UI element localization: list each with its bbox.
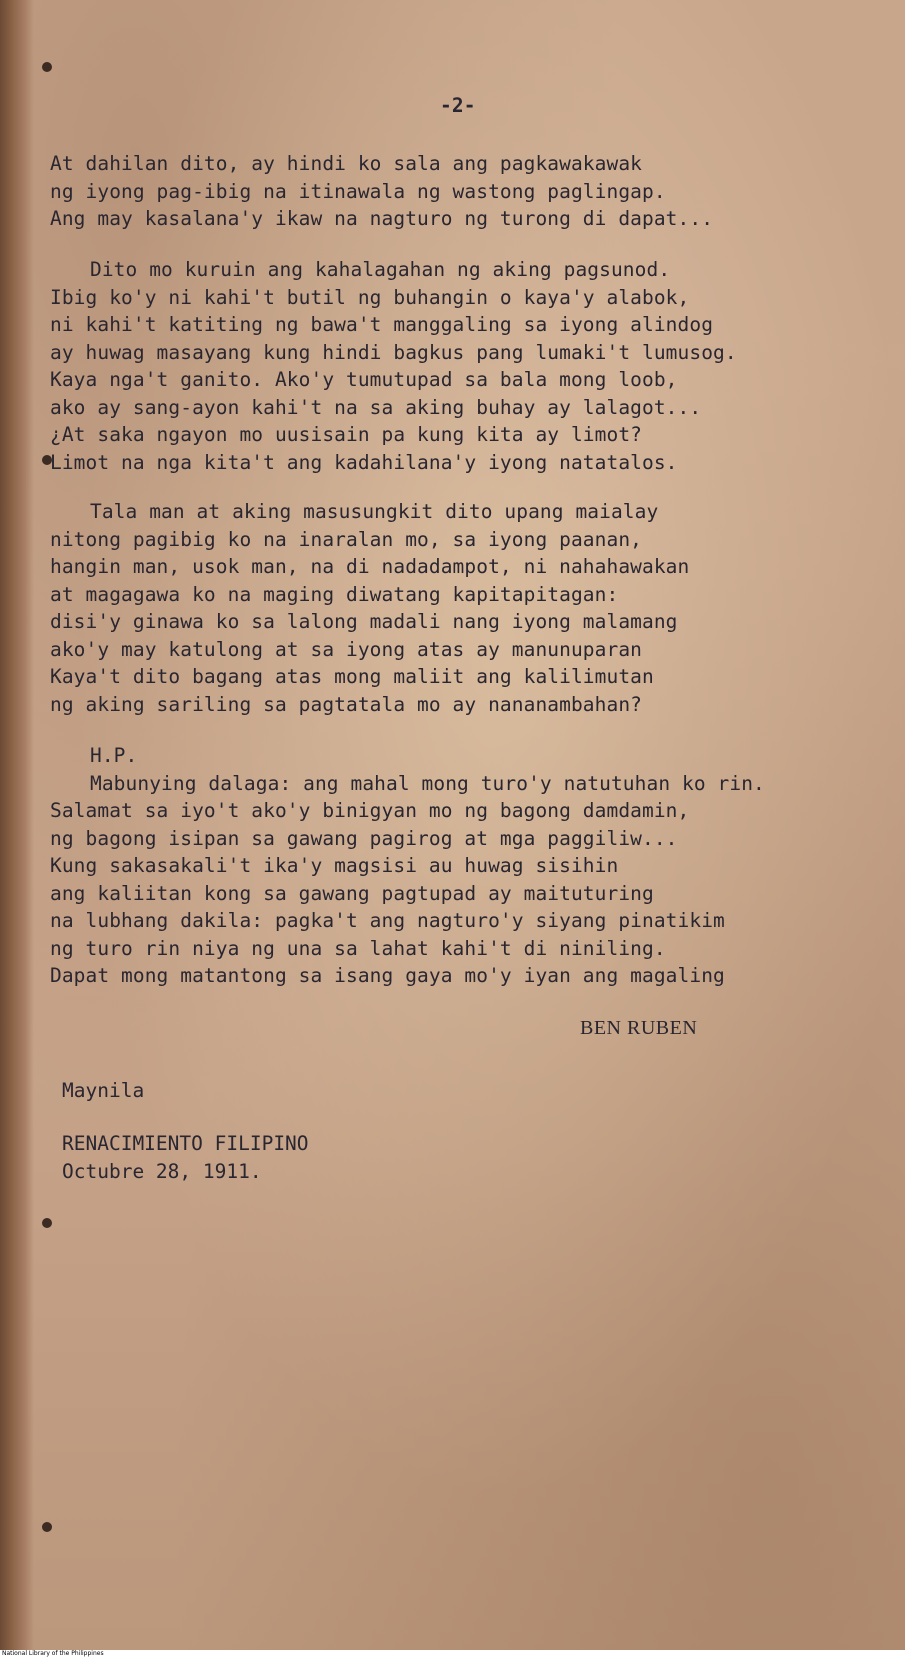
poem-line: H.P.	[90, 744, 138, 767]
stanza-2	[50, 256, 737, 476]
poem-line: na lubhang dakila: pagka't ang nagturo'y siyang pinatikim	[50, 909, 725, 932]
poem-line: ang kaliitan kong sa gawang pagtupad ay maituturing	[50, 881, 654, 905]
publication-date: Octubre 28, 1911.	[62, 1159, 262, 1183]
stanza-3	[50, 498, 689, 718]
poem-line: ni kahi't katiting ng bawa't manggaling sa iyong alindog	[50, 313, 714, 336]
poem-line: at magagawa ko na maging diwatang kapitapitagan:	[50, 582, 619, 606]
punch-hole	[42, 1218, 52, 1228]
poem-line: Mabunying dalaga: ang mahal mong turo'y natutuhan ko rin.	[90, 771, 765, 795]
page-binding-edge	[0, 0, 34, 1650]
poem-line: ng aking sariling sa pagtatala mo ay nananambahan?	[50, 692, 642, 716]
poem-line: ng iyong pag-ibig na itinawala ng wastong paglingap.	[50, 179, 666, 203]
poem-line: Dito mo kuruin ang kahalagahan ng aking pagsunod.	[90, 258, 671, 281]
poem-line: Kung sakasakali't ika'y magsisi au huwag sisihin	[50, 854, 619, 877]
library-credit: National Library of the Philippines	[2, 1650, 104, 1657]
poem-line: ¿At saka ngayon mo uusisain pa kung kita ay limot?	[50, 423, 642, 446]
author-signature: BEN RUBEN	[580, 1017, 698, 1039]
stanza-1	[50, 150, 713, 233]
poem-line: Dapat mong matantong sa isang gaya mo'y iyan ang magaling	[50, 964, 725, 987]
poem-line: Ang may kasalana'y ikaw na nagturo ng turong di dapat...	[50, 207, 714, 230]
poem-line: ako'y may katulong at sa iyong atas ay manunuparan	[50, 637, 642, 661]
poem-line: disi'y ginawa ko sa lalong madali nang iyong malamang	[50, 610, 678, 633]
place-name: Maynila	[62, 1079, 145, 1102]
poem-line: ako ay sang-ayon kahi't na sa aking buhay ay lalagot...	[50, 395, 702, 419]
stanza-4	[50, 742, 765, 990]
poem-line: nitong pagibig ko na inaralan mo, sa iyong paanan,	[50, 527, 642, 551]
poem-line: ng bagong isipan sa gawang pagirog at mga paggiliw...	[50, 826, 678, 850]
punch-hole	[42, 1522, 52, 1532]
punch-hole	[42, 62, 52, 72]
poem-line: Salamat sa iyo't ako'y binigyan mo ng bagong damdamin,	[50, 799, 690, 822]
publication-name: RENACIMIENTO FILIPINO	[62, 1132, 309, 1155]
poem-line: hangin man, usok man, na di nadadampot, ni nahahawakan	[50, 555, 690, 578]
poem-line: ay huwag masayang kung hindi bagkus pang lumaki't lumusog.	[50, 340, 737, 364]
poem-line: ng turo rin niya ng una sa lahat kahi't di niniling.	[50, 936, 666, 960]
place-line	[62, 1077, 144, 1105]
poem-line: At dahilan dito, ay hindi ko sala ang pagkawakawak	[50, 152, 642, 175]
poem-line: Kaya nga't ganito. Ako'y tumutupad sa bala mong loob,	[50, 368, 678, 391]
page-number: -2-	[440, 94, 476, 117]
publication-info	[62, 1130, 309, 1185]
poem-line: Tala man at aking masusungkit dito upang maialay	[90, 500, 659, 523]
poem-line: Ibig ko'y ni kahi't butil ng buhangin o kaya'y alabok,	[50, 285, 690, 309]
poem-line: Limot na nga kita't ang kadahilana'y iyong natatalos.	[50, 450, 678, 474]
poem-line: Kaya't dito bagang atas mong maliit ang kalilimutan	[50, 665, 654, 688]
